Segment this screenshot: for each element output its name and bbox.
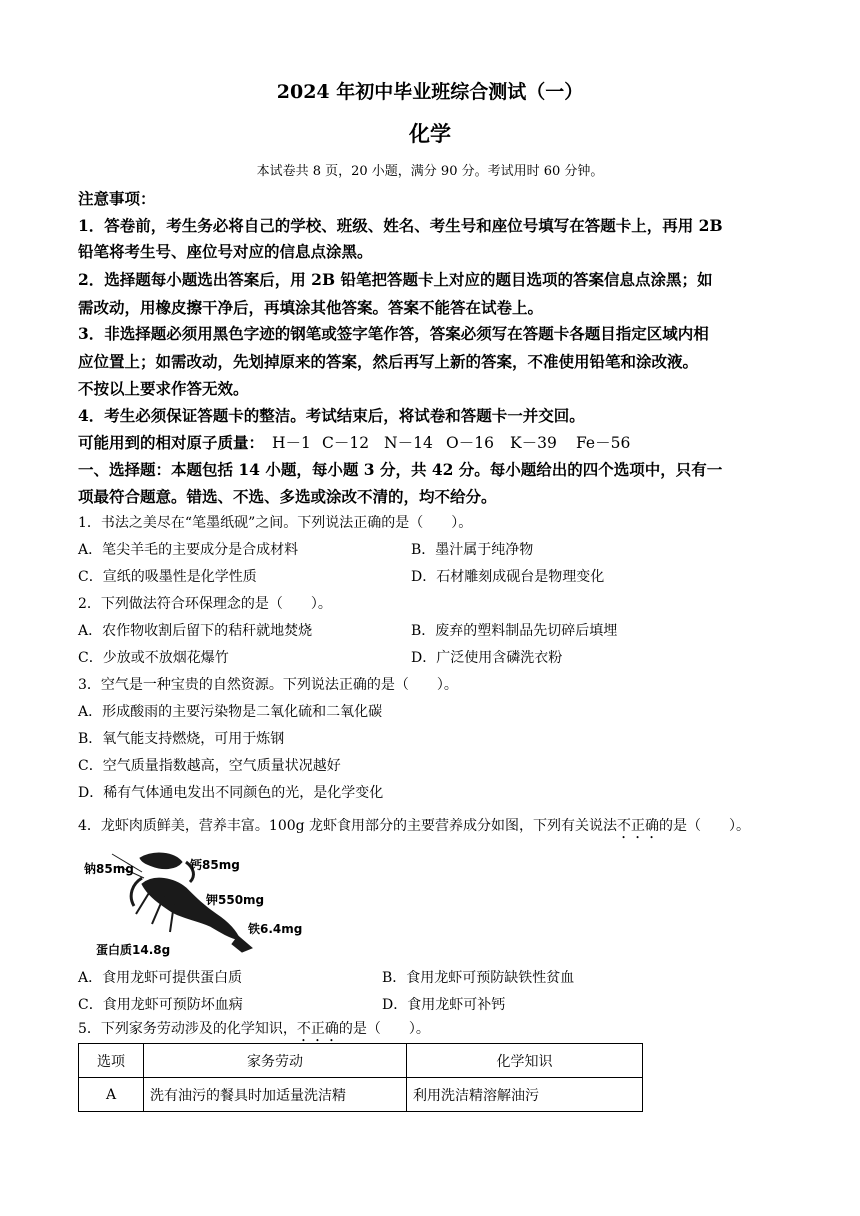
exam-intro: 本试卷共 8 页，20 小题，满分 90 分。考试用时 60 分钟。 bbox=[256, 164, 604, 179]
atomic-mass-item: N－14 bbox=[384, 434, 433, 452]
notice-line: 需改动，用橡皮擦干净后，再填涂其他答案。答案不能答在试卷上。 bbox=[78, 298, 544, 317]
figure-label-iron: 铁6.4mg bbox=[248, 922, 303, 936]
notice-line: 4．考生必须保证答题卡的整洁。考试结束后，将试卷和答题卡一并交回。 bbox=[78, 406, 585, 425]
q3-option-d: D．稀有气体通电发出不同颜色的光，是化学变化 bbox=[78, 785, 384, 801]
atomic-mass-item: C－12 bbox=[322, 434, 370, 452]
q2-option-c: C．少放或不放烟花爆竹 bbox=[78, 650, 229, 666]
atomic-mass-label: 可能用到的相对原子质量： bbox=[78, 433, 265, 452]
notice-line: 应位置上；如需改动，先划掉原来的答案，然后再写上新的答案，不准使用铅笔和涂改液。 bbox=[78, 352, 699, 371]
q1-option-c: C．宣纸的吸墨性是化学性质 bbox=[78, 569, 257, 585]
notice-line: 1．答卷前，考生务必将自己的学校、班级、姓名、考生号和座位号填写在答题卡上，再用 2B bbox=[78, 216, 723, 235]
table-cell: A bbox=[79, 1078, 144, 1112]
q3-option-b: B．氧气能支持燃烧，可用于炼钢 bbox=[78, 731, 285, 747]
notice-line: 2．选择题每小题选出答案后，用 2B 铅笔把答题卡上对应的题目选项的答案信息点涂黑；如 bbox=[78, 270, 713, 289]
section-heading: 项最符合题意。错选、不选、多选或涂改不清的，均不给分。 bbox=[78, 487, 497, 506]
q5-stem-text: 5．下列家务劳动涉及的化学知识， bbox=[78, 1021, 297, 1037]
atomic-mass-line bbox=[78, 431, 630, 453]
q3-option-c: C．空气质量指数越高，空气质量状况越好 bbox=[78, 758, 341, 774]
q5-table bbox=[78, 1043, 643, 1112]
q3-option-a: A．形成酸雨的主要污染物是二氧化硫和二氧化碳 bbox=[78, 704, 383, 720]
atomic-mass-item: K－39 bbox=[510, 434, 557, 452]
figure-label-potassium: 钾550mg bbox=[206, 893, 265, 907]
subject-title: 化学 bbox=[409, 121, 451, 146]
notice-line: 3．非选择题必须用黑色字迹的钢笔或签字笔作答，答案必须写在答题卡各题目指定区域内相 bbox=[78, 324, 709, 343]
table-cell: 利用洗洁精溶解油污 bbox=[407, 1078, 643, 1112]
q1-option-b: B．墨汁属于纯净物 bbox=[411, 542, 534, 558]
notice-heading: 注意事项： bbox=[78, 189, 156, 208]
atomic-mass-item: H－1 bbox=[272, 434, 311, 452]
q5-stem bbox=[78, 1018, 430, 1045]
q4-option-c: C．食用龙虾可预防坏血病 bbox=[78, 997, 243, 1013]
q5-stem-emphasis: 不正确 bbox=[296, 1021, 339, 1037]
q4-stem-emphasis: 不正确 bbox=[617, 818, 660, 834]
q1-option-a: A．笔尖羊毛的主要成分是合成材料 bbox=[78, 542, 299, 558]
notice-line: 不按以上要求作答无效。 bbox=[78, 379, 249, 398]
table-header-row bbox=[79, 1044, 643, 1078]
q4-stem bbox=[78, 815, 750, 842]
exam-title: 2024 年初中毕业班综合测试（一） bbox=[276, 81, 584, 103]
lobster-figure bbox=[82, 848, 307, 960]
q2-option-a: A．农作物收割后留下的秸秆就地焚烧 bbox=[78, 623, 313, 639]
q2-option-d: D．广泛使用含磷洗衣粉 bbox=[411, 650, 563, 666]
table-cell: 洗有油污的餐具时加适量洗洁精 bbox=[144, 1078, 407, 1112]
table-row bbox=[79, 1078, 643, 1112]
table-header-cell: 家务劳动 bbox=[144, 1044, 407, 1078]
figure-label-protein: 蛋白质14.8g bbox=[96, 943, 171, 957]
q2-option-b: B．废弃的塑料制品先切碎后填埋 bbox=[411, 623, 618, 639]
section-heading: 一、选择题：本题包括 14 小题，每小题 3 分，共 42 分。每小题给出的四个选项中，只有一 bbox=[78, 460, 723, 479]
table-header-cell: 选项 bbox=[79, 1044, 144, 1078]
figure-label-calcium: 钙85mg bbox=[190, 858, 240, 872]
q2-stem: 2．下列做法符合环保理念的是（ ）。 bbox=[78, 596, 332, 612]
notice-line: 铅笔将考生号、座位号对应的信息点涂黑。 bbox=[78, 242, 373, 261]
q1-option-d: D．石材雕刻成砚台是物理变化 bbox=[411, 569, 605, 585]
figure-label-sodium: 钠85mg bbox=[84, 862, 134, 876]
q4-stem-text: 4．龙虾肉质鲜美，营养丰富。100g 龙虾食用部分的主要营养成分如图，下列有关说法 bbox=[78, 818, 618, 834]
q4-stem-tail: 的是（ ）。 bbox=[659, 818, 751, 834]
q1-stem: 1．书法之美尽在“笔墨纸砚”之间。下列说法正确的是（ ）。 bbox=[78, 515, 473, 531]
q4-option-b: B．食用龙虾可预防缺铁性贫血 bbox=[382, 970, 575, 986]
q5-stem-tail: 的是（ ）。 bbox=[338, 1021, 430, 1037]
atomic-mass-item: Fe－56 bbox=[576, 434, 631, 452]
table-header-cell: 化学知识 bbox=[407, 1044, 643, 1078]
q4-option-a: A．食用龙虾可提供蛋白质 bbox=[78, 970, 243, 986]
q4-option-d: D．食用龙虾可补钙 bbox=[382, 997, 506, 1013]
atomic-mass-item: O－16 bbox=[446, 434, 494, 452]
q3-stem: 3．空气是一种宝贵的自然资源。下列说法正确的是（ ）。 bbox=[78, 677, 458, 693]
